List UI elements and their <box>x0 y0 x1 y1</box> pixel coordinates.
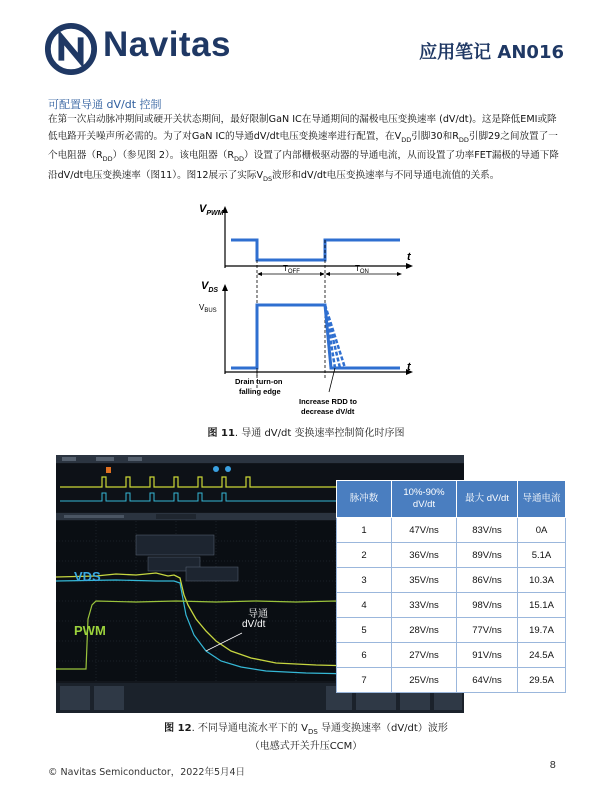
para-text-3: 引脚29之间放置了一个电阻器（R <box>48 130 558 162</box>
col-header-dvdt: 10%-90% dV/dt <box>392 481 457 518</box>
scope-pwm-label: PWM <box>74 623 106 638</box>
figure12-caption-line2: （电感式开关升压CCM） <box>249 741 363 752</box>
cell: 3 <box>337 568 392 593</box>
t-label-top: t <box>407 251 411 263</box>
cell: 6 <box>337 643 392 668</box>
cell: 24.5A <box>518 643 566 668</box>
figure12-caption-text1: . 不同导通电流水平下的 V <box>191 723 308 734</box>
cell: 98V/ns <box>457 593 518 618</box>
t-label-bottom: t <box>407 361 411 373</box>
toff-label: $T_{OFF}$ <box>283 264 300 275</box>
cell: 91V/ns <box>457 643 518 668</box>
pulse-table-container <box>336 480 566 686</box>
cell: 15.1A <box>518 593 566 618</box>
brand-name: Navitas <box>103 25 232 64</box>
table-row <box>337 593 566 618</box>
cell: 5 <box>337 618 392 643</box>
cell: 29.5A <box>518 668 566 693</box>
figure12-caption <box>0 719 612 736</box>
cell: 35V/ns <box>392 568 457 593</box>
drain-note-1: Drain turn-on <box>235 377 283 386</box>
table-row <box>337 618 566 643</box>
table-row <box>337 643 566 668</box>
figure11-caption-text: . 导通 dV/dt 变换速率控制简化时序图 <box>234 428 405 439</box>
table-row <box>337 568 566 593</box>
para-text-5: ）设置了内部栅极驱动器的导通电流，从而设置了功率FET漏极的导通下降沿dV/dt电压变换速率（图11）。图12展示了实际V <box>48 150 559 181</box>
para-sub-3: DD <box>102 155 113 163</box>
para-text-4: ）（参见图 2）。该电阻器（R <box>112 150 235 162</box>
navitas-logo-icon <box>44 22 98 76</box>
cell: 89V/ns <box>457 543 518 568</box>
table-row <box>337 668 566 693</box>
section-title: 可配置导通 dV/dt 控制 <box>48 98 162 111</box>
para-text-6: 波形和dV/dt电压变换速率与不同导通电流值的关系。 <box>272 169 500 181</box>
cell: 0A <box>518 518 566 543</box>
col-header-pulse: 脉冲数 <box>337 481 392 518</box>
table-row <box>337 518 566 543</box>
col-header-max: 最大 dV/dt <box>457 481 518 518</box>
page-number: 8 <box>549 760 556 771</box>
cell: 27V/ns <box>392 643 457 668</box>
cell: 1 <box>337 518 392 543</box>
cell: 36V/ns <box>392 543 457 568</box>
scope-vds-label: VDS <box>74 569 101 584</box>
cell: 25V/ns <box>392 668 457 693</box>
rdd-note-1: Increase RDD to <box>299 397 357 406</box>
cell: 33V/ns <box>392 593 457 618</box>
timing-diagram <box>195 198 425 420</box>
figure12-caption-sub: DS <box>307 728 318 736</box>
figure11-caption <box>0 424 612 439</box>
cell: 7 <box>337 668 392 693</box>
figure11-caption-bold: 图 11 <box>207 428 235 439</box>
figure12-caption-bold: 图 12 <box>164 723 192 734</box>
cell: 64V/ns <box>457 668 518 693</box>
cell: 5.1A <box>518 543 566 568</box>
para-sub-2: DD <box>458 135 469 144</box>
ton-label: $T_{ON}$ <box>355 264 369 275</box>
cell: 19.7A <box>518 618 566 643</box>
cell: 77V/ns <box>457 618 518 643</box>
scope-annot-line1: 导通 <box>248 609 268 620</box>
cell: 4 <box>337 593 392 618</box>
cell: 2 <box>337 543 392 568</box>
cell: 86V/ns <box>457 568 518 593</box>
scope-annot-line2: dV/dt <box>242 619 266 630</box>
table-header-row <box>337 481 566 518</box>
cell: 28V/ns <box>392 618 457 643</box>
para-text-1: 在第一次启动脉冲期间或硬开关状态期间，最好限制GaN IC在导通期间的漏极电压变换速率 (dV/dt)。这是降低EMI或降低电路开关噪声所必需的。为了对GaN IC的导通dV/dt电压变换速率进行配置，在V <box>48 114 557 142</box>
drain-note-2: falling edge <box>239 387 281 396</box>
para-sub-5: DS <box>263 174 273 183</box>
para-sub-4: DD <box>234 155 245 163</box>
cell: 10.3A <box>518 568 566 593</box>
cell: 83V/ns <box>457 518 518 543</box>
para-sub-1: DD <box>401 135 412 144</box>
vds-label: $V_{DS}$ <box>201 280 219 294</box>
pulse-table <box>336 480 566 693</box>
cell: 47V/ns <box>392 518 457 543</box>
col-header-current: 导通电流 <box>518 481 566 518</box>
vbus-label: $V_{BUS}$ <box>199 303 217 314</box>
vpwm-label: $V_{PWM}$ <box>199 203 224 217</box>
footer-copyright: © Navitas Semiconductor，2022年5月4日 <box>48 767 246 778</box>
rdd-note-2: decrease dV/dt <box>301 407 355 416</box>
table-row <box>337 543 566 568</box>
body-paragraph <box>48 112 566 187</box>
para-text-2: 引脚30和R <box>411 130 459 142</box>
doc-title: 应用笔记 AN016 <box>419 42 564 63</box>
figure12-caption-text2: 导通变换速率（dV/dt）波形 <box>317 723 448 734</box>
